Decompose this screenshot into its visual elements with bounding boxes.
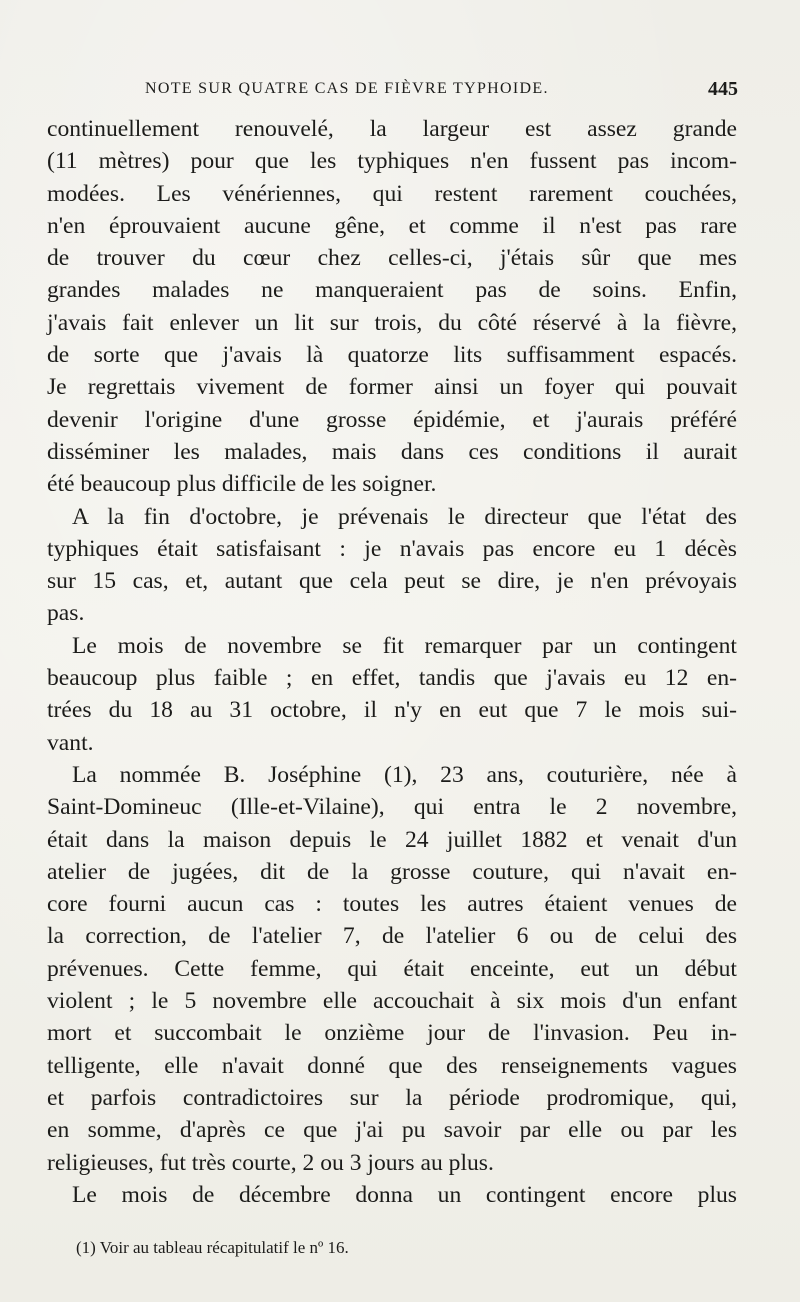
text-line: j'avais fait enlever un lit sur trois, du côté réservé à la fièvre, <box>47 309 737 336</box>
text-line: et parfois contradictoires sur la période prodromique, qui, <box>47 1084 737 1111</box>
text-line: sur 15 cas, et, autant que cela peut se dire, je n'en prévoyais <box>47 568 737 595</box>
text-line: core fourni aucun cas : toutes les autres étaient venues de <box>47 891 737 918</box>
text-line: telligente, elle n'avait donné que des renseignements vagues <box>47 1052 737 1079</box>
running-title: NOTE SUR QUATRE CAS DE FIÈVRE TYPHOIDE. <box>145 80 549 97</box>
text-line: Je regrettais vivement de former ainsi un foyer qui pouvait <box>47 374 737 401</box>
text-line: beaucoup plus faible ; en effet, tandis que j'avais eu 12 en- <box>47 665 737 692</box>
text-line: en somme, d'après ce que j'ai pu savoir par elle ou par les <box>47 1117 737 1144</box>
text-line: disséminer les malades, mais dans ces conditions il aurait <box>47 438 737 465</box>
text-line: religieuses, fut très courte, 2 ou 3 jours au plus. <box>47 1149 494 1176</box>
text-line: Le mois de décembre donna un contingent encore plus <box>72 1181 737 1208</box>
text-line: la correction, de l'atelier 7, de l'atelier 6 ou de celui des <box>47 923 737 950</box>
text-line: La nommée B. Joséphine (1), 23 ans, couturière, née à <box>72 761 737 788</box>
text-line: trées du 18 au 31 octobre, il n'y en eut que 7 le mois sui- <box>47 697 737 724</box>
page-number: 445 <box>708 78 738 100</box>
body-text <box>47 113 737 1211</box>
text-line: était dans la maison depuis le 24 juillet 1882 et venait d'un <box>47 826 737 853</box>
running-head <box>0 80 800 108</box>
text-line: pas. <box>47 600 85 627</box>
text-line: devenir l'origine d'une grosse épidémie, et j'aurais préféré <box>47 406 737 433</box>
text-line: Saint-Domineuc (Ille-et-Vilaine), qui entra le 2 novembre, <box>47 794 737 821</box>
text-line: Le mois de novembre se fit remarquer par un contingent <box>72 632 737 659</box>
text-line: n'en éprouvaient aucune gêne, et comme il n'est pas rare <box>47 212 737 239</box>
text-line: violent ; le 5 novembre elle accouchait à six mois d'un enfant <box>47 988 737 1015</box>
text-line: A la fin d'octobre, je prévenais le directeur que l'état des <box>72 503 737 530</box>
footnote: (1) Voir au tableau récapitulatif le nº 16. <box>76 1238 349 1257</box>
text-line: grandes malades ne manqueraient pas de soins. Enfin, <box>47 277 737 304</box>
text-line: prévenues. Cette femme, qui était enceinte, eut un début <box>47 955 737 982</box>
text-line: typhiques était satisfaisant : je n'avais pas encore eu 1 décès <box>47 535 737 562</box>
text-line: modées. Les vénériennes, qui restent rarement couchées, <box>47 180 737 207</box>
text-line: vant. <box>47 729 94 756</box>
text-line: (11 mètres) pour que les typhiques n'en fussent pas incom- <box>47 148 737 175</box>
text-line: mort et succombait le onzième jour de l'invasion. Peu in- <box>47 1020 737 1047</box>
text-line: continuellement renouvelé, la largeur est assez grande <box>47 116 737 142</box>
text-line: atelier de jugées, dit de la grosse couture, qui n'avait en- <box>47 858 737 885</box>
text-line: été beaucoup plus difficile de les soigner. <box>47 471 437 498</box>
text-line: de trouver du cœur chez celles-ci, j'étais sûr que mes <box>47 245 737 272</box>
text-line: de sorte que j'avais là quatorze lits suffisamment espacés. <box>47 342 737 369</box>
